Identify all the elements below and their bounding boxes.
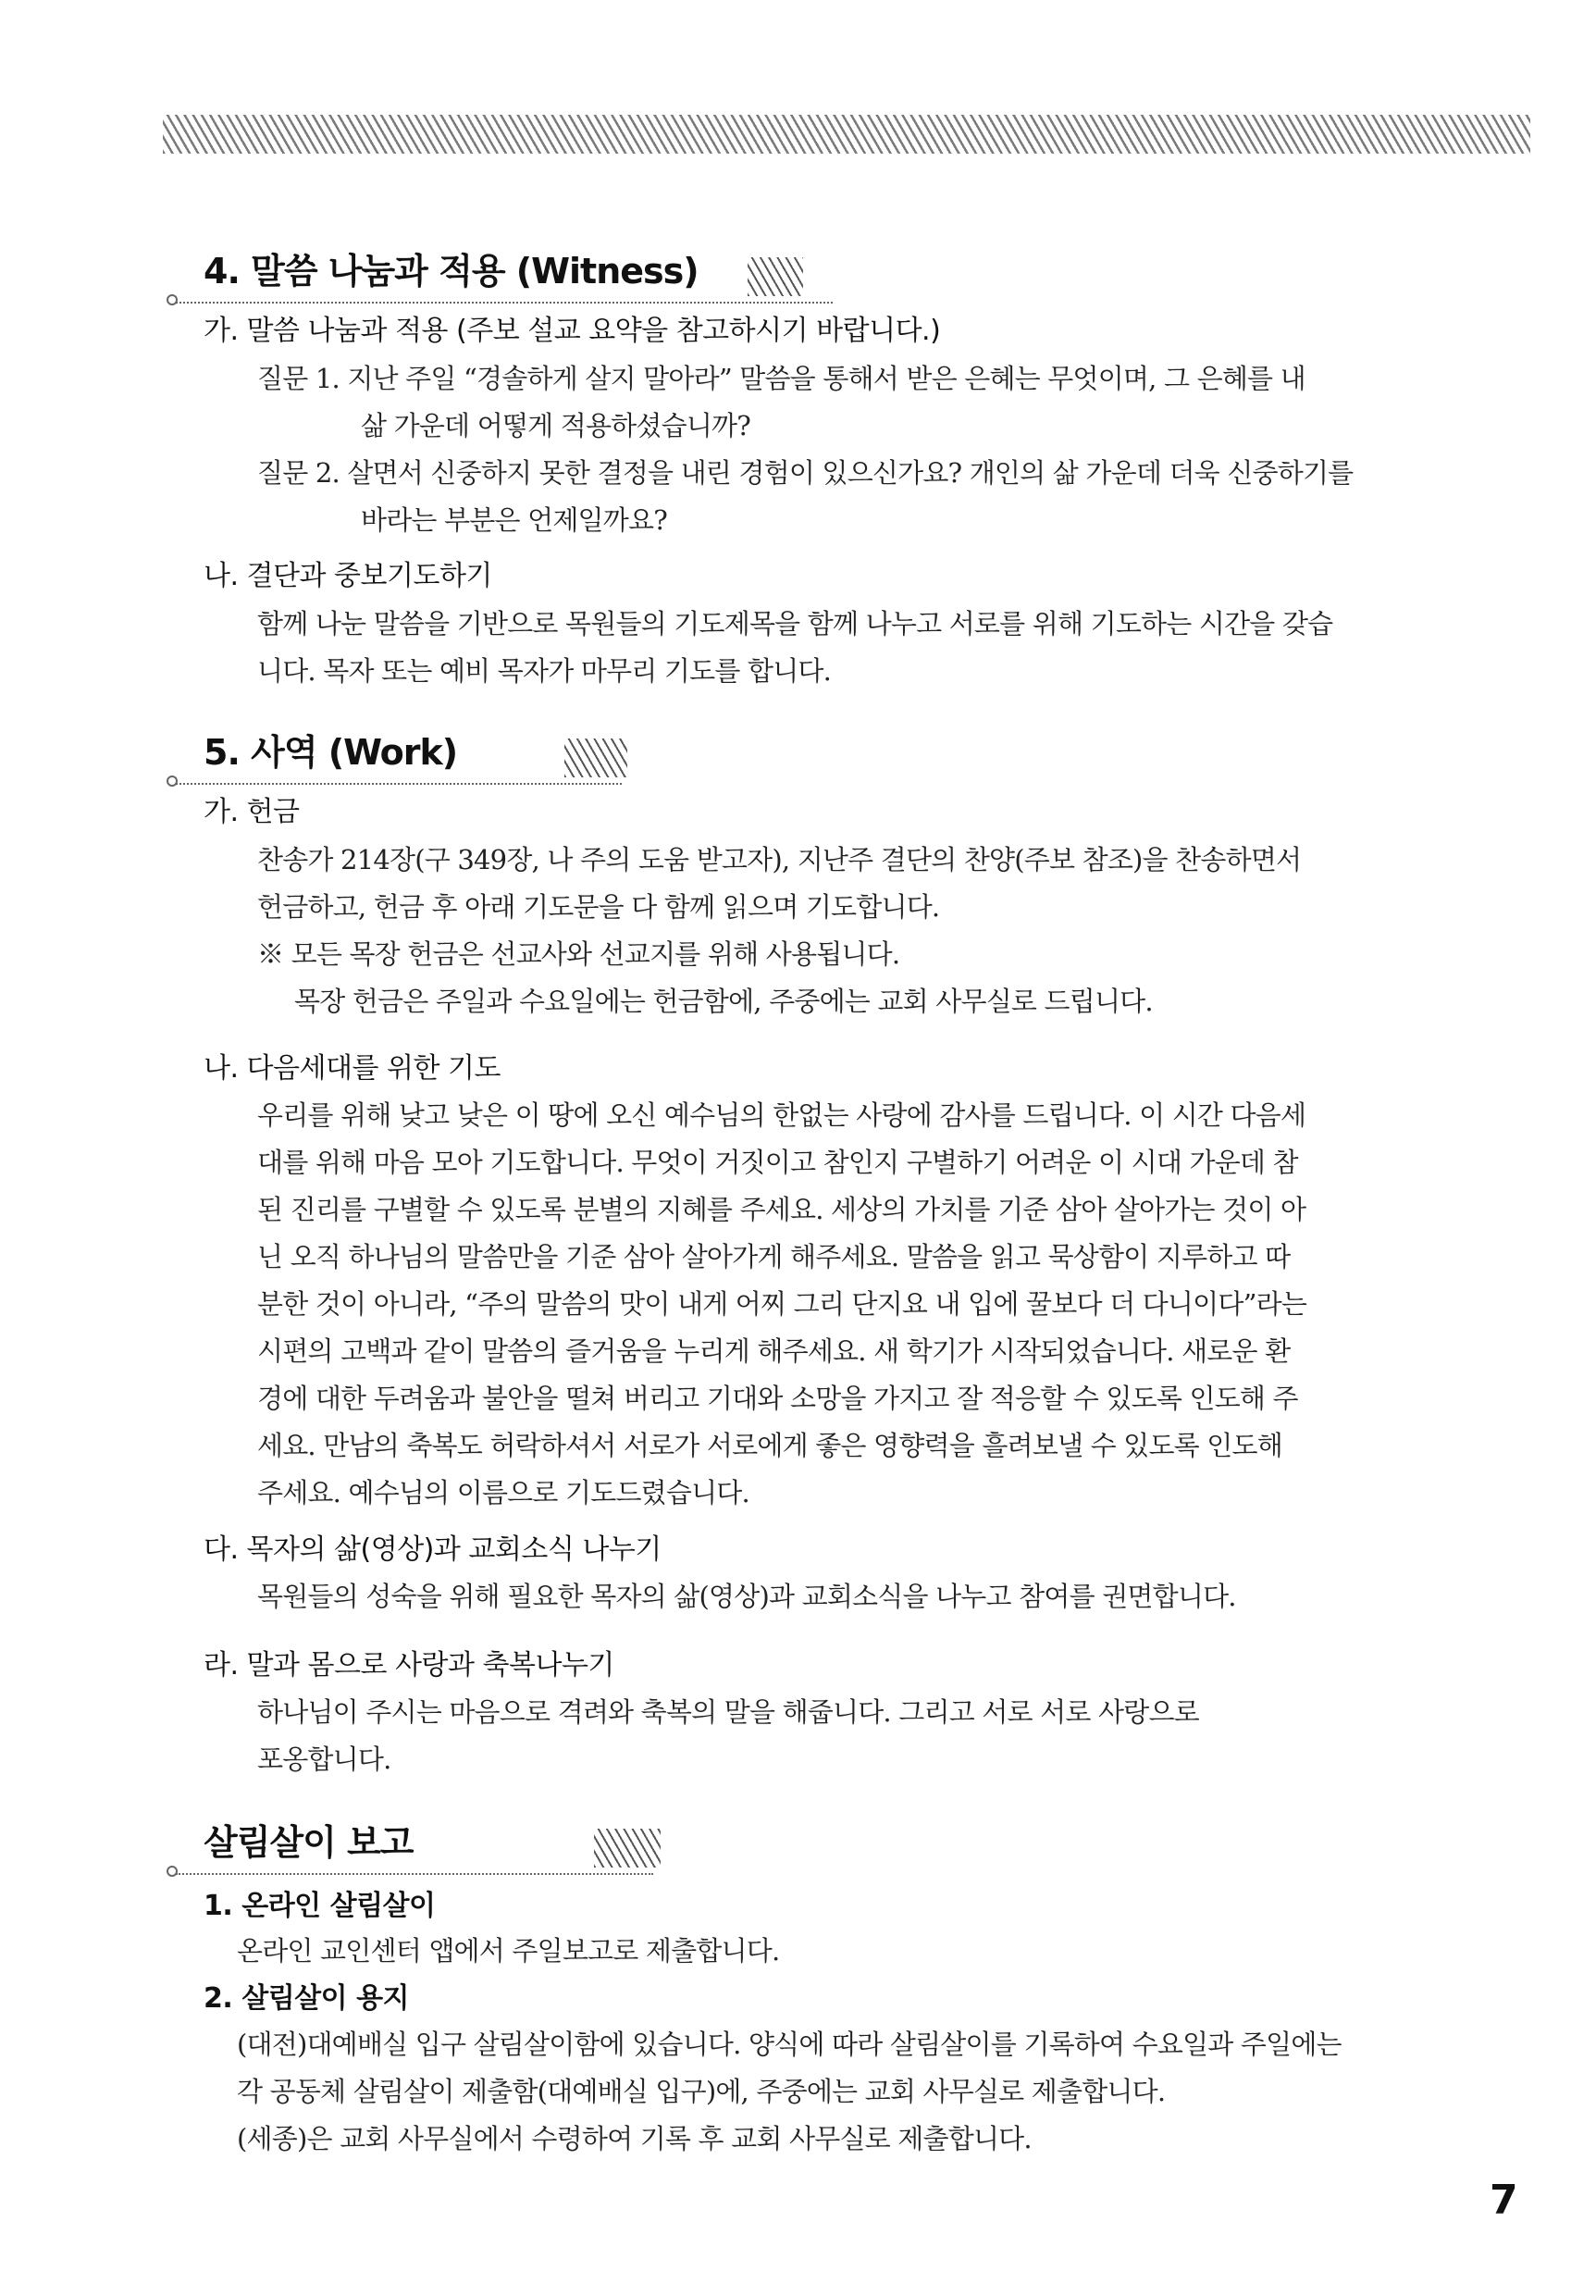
subheading: 가. 헌금: [204, 796, 300, 828]
text-line: 시편의 고백과 같이 말씀의 즐거움을 누리게 해주세요. 새 학기가 시작되었습니다. 새로운 환: [257, 1335, 1291, 1367]
offering-note: [257, 931, 1153, 1025]
section-title: 5. 사역 (Work): [204, 732, 458, 773]
hatch-decoration: [748, 257, 803, 296]
text-line: 각 공동체 살림살이 제출함(대예배실 입구)에, 주중에는 교회 사무실로 제출합니다.: [237, 2076, 1166, 2107]
text-line: 함께 나눈 말씀을 기반으로 목원들의 기도제목을 함께 나누고 서로를 위해 기도하는 시간을 갖습: [257, 608, 1333, 639]
text-line: 포옹합니다.: [257, 1744, 391, 1775]
text-line: 온라인 교인센터 앱에서 주일보고로 제출합니다.: [237, 1935, 780, 1967]
text-line: ※ 모든 목장 헌금은 선교사와 선교지를 위해 사용됩니다.: [257, 938, 900, 970]
question-1: [257, 355, 1305, 450]
text-line: 목원들의 성숙을 위해 필요한 목자의 삶(영상)과 교회소식을 나누고 참여를 권면합니다.: [257, 1581, 1236, 1612]
text-line: 삶 가운데 어떻게 적용하셨습니까?: [361, 410, 750, 441]
text-line: (세종)은 교회 사무실에서 수령하여 기록 후 교회 사무실로 제출합니다.: [237, 2123, 1032, 2154]
paragraph: [257, 601, 1332, 695]
text-line: 경에 대한 두려움과 불안을 떨쳐 버리고 기대와 소망을 가지고 잘 적응할 수 있도록 인도해 주: [257, 1383, 1298, 1414]
text-line: 주세요. 예수님의 이름으로 기도드렸습니다.: [257, 1477, 749, 1508]
paragraph: [257, 1689, 1199, 1783]
prayer-paragraph: [257, 1092, 1306, 1517]
rule-circle: [167, 776, 178, 787]
text-line: 대를 위해 마음 모아 기도합니다. 무엇이 거짓이고 참인지 구별하기 어려운 이 시대 가운데 참: [257, 1147, 1298, 1178]
subheading: 나. 결단과 중보기도하기: [204, 560, 492, 592]
text-line: (대전)대예배실 입구 살림살이함에 있습니다. 양식에 따라 살림살이를 기록하여 수요일과 주일에는: [237, 2029, 1342, 2060]
dotted-rule: [176, 1873, 653, 1875]
top-decorative-band: [163, 115, 1530, 154]
question-2: [257, 450, 1353, 544]
section-title: 4. 말씀 나눔과 적용 (Witness): [204, 251, 699, 292]
paragraph: [257, 1573, 1236, 1620]
paragraph: [237, 2021, 1342, 2163]
subheading: 다. 목자의 삶(영상)과 교회소식 나누기: [204, 1533, 662, 1566]
dotted-rule: [176, 302, 833, 304]
paragraph: [257, 837, 1301, 931]
text-line: 바라는 부분은 언제일까요?: [361, 504, 667, 536]
text-line: 분한 것이 아니라, “주의 말씀의 맛이 내게 어찌 그리 단지요 내 입에 꿀보다 더 다니이다”라는: [257, 1288, 1307, 1320]
subheading: 2. 살림살이 용지: [204, 1982, 410, 2015]
subheading: 가. 말씀 나눔과 적용 (주보 설교 요약을 참고하시기 바랍니다.): [204, 315, 941, 347]
page-number: 7: [1490, 2177, 1518, 2224]
text-line: 니다. 목자 또는 예비 목자가 마무리 기도를 합니다.: [257, 655, 832, 687]
text-line: 하나님이 주시는 마음으로 격려와 축복의 말을 해줍니다. 그리고 서로 서로 사랑으로: [257, 1696, 1199, 1728]
subheading: 라. 말과 몸으로 사랑과 축복나누기: [204, 1649, 614, 1682]
text-line: 세요. 만남의 축복도 허락하셔서 서로가 서로에게 좋은 영향력을 흘려보낼 수 있도록 인도해: [257, 1430, 1282, 1461]
dotted-rule: [176, 783, 622, 785]
section-title: 살림살이 보고: [204, 1822, 414, 1863]
text-line: 우리를 위해 낮고 낮은 이 땅에 오신 예수님의 한없는 사랑에 감사를 드립니다. 이 시간 다음세: [257, 1099, 1306, 1131]
rule-circle: [167, 1866, 178, 1877]
subheading: 나. 다음세대를 위한 기도: [204, 1052, 501, 1085]
text-line: 닌 오직 하나님의 말씀만을 기준 삼아 살아가게 해주세요. 말씀을 읽고 묵상함이 지루하고 따: [257, 1241, 1291, 1272]
text-line: 찬송가 214장(구 349장, 나 주의 도움 받고자), 지난주 결단의 찬양(주보 참조)을 찬송하면서: [257, 844, 1302, 875]
text-line: 된 진리를 구별할 수 있도록 분별의 지혜를 주세요. 세상의 가치를 기준 삼아 살아가는 것이 아: [257, 1194, 1306, 1225]
hatch-decoration: [564, 738, 627, 777]
subheading: 1. 온라인 살림살이: [204, 1890, 436, 1922]
text-line: 질문 1. 지난 주일 “경솔하게 살지 말아라” 말씀을 통해서 받은 은혜는 무엇이며, 그 은혜를 내: [257, 363, 1305, 394]
text-line: 헌금하고, 헌금 후 아래 기도문을 다 함께 읽으며 기도합니다.: [257, 891, 940, 923]
text-line: 목장 헌금은 주일과 수요일에는 헌금함에, 주중에는 교회 사무실로 드립니다.: [294, 986, 1153, 1017]
paragraph: [237, 1928, 779, 1975]
rule-circle: [167, 294, 178, 305]
hatch-decoration: [594, 1829, 661, 1868]
text-line: 질문 2. 살면서 신중하지 못한 결정을 내린 경험이 있으신가요? 개인의 삶 가운데 더욱 신중하기를: [257, 457, 1354, 489]
